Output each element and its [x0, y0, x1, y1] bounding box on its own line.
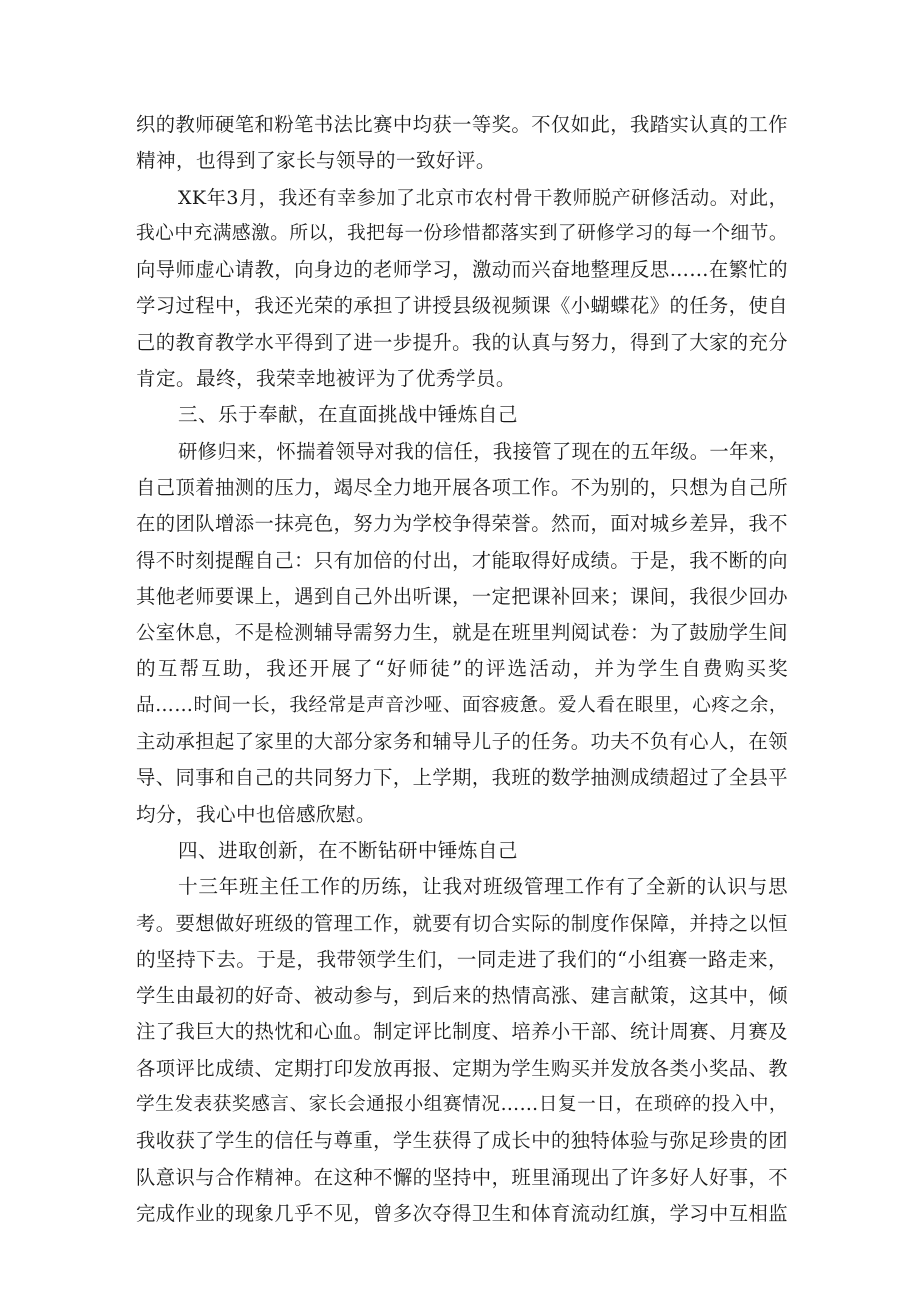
text-line: 肯定。最终，我荣幸地被评为了优秀学员。 [136, 367, 516, 391]
text-line: 的互帮互助，我还开展了“好师徒”的评选活动，并为学生自费购买奖 [136, 657, 788, 681]
text-line: 我心中充满感激。所以，我把每一份珍惜都落实到了研修学习的每一个细节。 [136, 222, 788, 244]
text-line: 导、同事和自己的共同努力下，上学期，我班的数学抽测成绩超过了全县平 [136, 766, 788, 790]
text-line: 考。要想做好班级的管理工作，就要有切合实际的制度作保障，并持之以恒 [136, 911, 788, 935]
text-line: 己的教育教学水平得到了进一步提升。我的认真与努力，得到了大家的充分 [136, 330, 788, 354]
text-line: 在的团队增添一抹亮色，努力为学校争得荣誉。然而，面对城乡差异，我不 [136, 512, 788, 536]
text-line: 精神，也得到了家长与领导的一致好评。 [136, 149, 496, 173]
section-heading: 三、乐于奉献，在直面挑战中锤炼自己 [178, 403, 518, 427]
text-line: 其他老师要课上，遇到自己外出听课，一定把课补回来；课间，我很少回办 [136, 584, 788, 608]
text-line: 队意识与合作精神。在这种不懈的坚持中，班里涌现出了许多好人好事，不 [136, 1165, 788, 1189]
text-line: 品……时间一长，我经常是声音沙哑、面容疲惫。爱人看在眼里，心疼之余， [136, 694, 788, 716]
text-line: 均分，我心中也倍感欣慰。 [136, 802, 376, 826]
text-line: 学生发表获奖感言、家长会通报小组赛情况……日复一日，在琐碎的投入中， [136, 1094, 788, 1116]
text-line: 我收获了学生的信任与尊重，学生获得了成长中的独特体验与弥足珍贵的团 [136, 1129, 788, 1153]
text-line: 研修归来，怀揣着领导对我的信任，我接管了现在的五年级。一年来， [178, 439, 789, 463]
section-heading: 四、进取创新，在不断钻研中锤炼自己 [178, 838, 518, 862]
text-line: 自己顶着抽测的压力，竭尽全力地开展各项工作。不为别的，只想为自己所 [136, 475, 788, 499]
text-line: 的坚持下去。于是，我带领学生们，一同走进了我们的“小组赛一路走来， [136, 947, 788, 971]
text-line: 向导师虚心请教，向身边的老师学习，激动而兴奋地整理反思……在繁忙的 [136, 258, 788, 282]
text-line: 各项评比成绩、定期打印发放再报、定期为学生购买并发放各类小奖品、教 [136, 1056, 788, 1080]
text-line: 主动承担起了家里的大部分家务和辅导儿子的任务。功夫不负有心人，在领 [136, 730, 788, 754]
text-line: 完成作业的现象几乎不见，曾多次夺得卫生和体育流动红旗，学习中互相监 [136, 1201, 788, 1225]
text-line: XK年3月，我还有幸参加了北京市农村骨干教师脱产研修活动。对此， [178, 186, 788, 209]
text-line: 十三年班主任工作的历练，让我对班级管理工作有了全新的认识与思 [178, 875, 788, 899]
text-line: 得不时刻提醒自己：只有加倍的付出，才能取得好成绩。于是，我不断的向 [136, 548, 788, 572]
text-line: 注了我巨大的热忱和心血。制定评比制度、培养小干部、统计周赛、月赛及 [136, 1020, 788, 1044]
document-body [136, 107, 788, 1232]
text-line: 织的教师硬笔和粉笔书法比赛中均获一等奖。不仅如此，我踏实认真的工作 [136, 113, 788, 136]
text-line: 学习过程中，我还光荣的承担了讲授县级视频课《小蝴蝶花》的任务，使自 [136, 294, 788, 318]
text-line: 学生由最初的好奇、被动参与，到后来的热情高涨、建言献策，这其中，倾 [136, 984, 788, 1008]
text-line: 公室休息，不是检测辅导需努力生，就是在班里判阅试卷：为了鼓励学生间 [136, 621, 788, 645]
